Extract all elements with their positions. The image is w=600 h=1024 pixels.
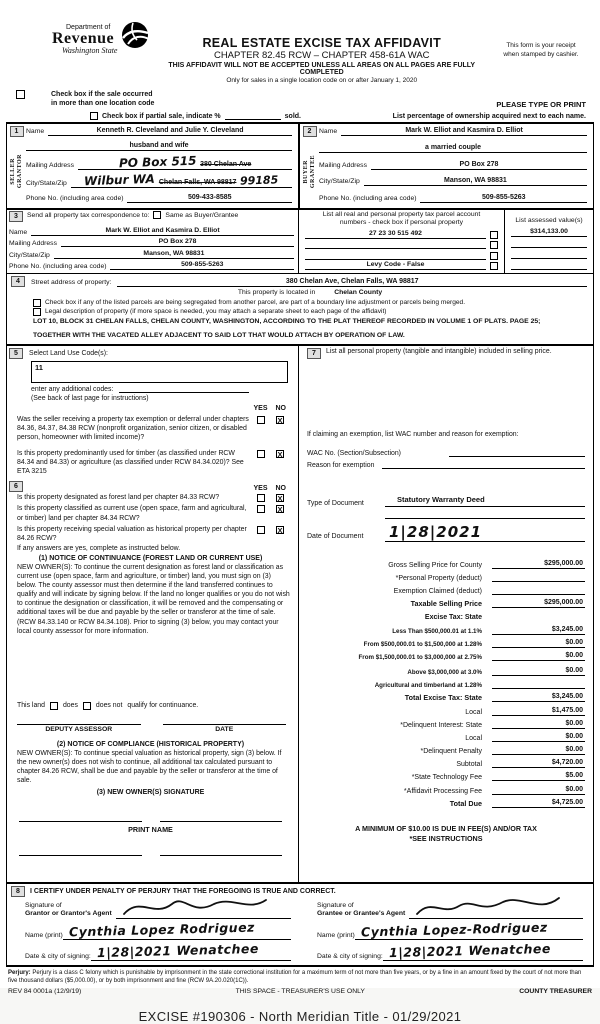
washington-state-label: Washington State [62, 46, 118, 55]
tier-4-tax-value: $0.00 [492, 667, 585, 676]
taxable-selling-price-value: $295,000.00 [492, 599, 585, 608]
seller-name-label: Name [26, 128, 45, 135]
land-use-code-field[interactable]: 11 [31, 361, 288, 383]
doc-date-field[interactable] [385, 523, 585, 542]
dor-swirl-icon [119, 20, 151, 84]
q6-2-yes-checkbox[interactable] [257, 505, 265, 513]
new-owner-signature-line-2[interactable] [160, 812, 283, 822]
perjury-statement: Perjury: Perjury is a class C felony which is punishable by imprisonment in the state correctional institution for a maximum term of not more than five years, or by a fine in an amount fixed by the court of not more than five thousand dollars ($5,000.00), or by both imprisonment and fine (RCW 9A.20.020(1C)). [8, 969, 582, 984]
receipt-note: This form is your receipt when stamped by cashier. [503, 42, 579, 58]
partial-sale-checkbox[interactable] [90, 112, 98, 120]
corr-mailing-label: Mailing Address [9, 240, 57, 247]
timber-agriculture-question: Is this property predominantly used for timber (as classified under RCW 84.34 and 84.33) or agriculture (as classified under RCW 84.34.020)? See ETA 3215 [17, 449, 244, 476]
grantee-name-handwritten: Cynthia Lopez-Rodriguez [360, 919, 548, 940]
seller-zip-handwritten: 99185 [240, 173, 279, 188]
seller-mailing-handwritten: PO Box 515 [118, 153, 197, 170]
grantor-signature-label: Signature of Grantor or Grantor's Agent [25, 901, 112, 918]
seller-mailing-label: Mailing Address [26, 161, 74, 169]
partial-sale-percent-field[interactable] [225, 119, 281, 120]
notice-compliance-title: (2) NOTICE OF COMPLIANCE (HISTORICAL PROPERTY) [56, 740, 245, 748]
historical-property-question: Is this property receiving special valuation as historical property per chapter 84.26 RCW? [17, 525, 247, 542]
assessed-1-value: $314,133.00 [511, 228, 587, 237]
minimum-fee-note: A MINIMUM OF $10.00 IS DUE IN FEE(S) AND/OR TAX *SEE INSTRUCTIONS [355, 823, 537, 844]
wac-number-field[interactable] [449, 448, 585, 457]
grantee-date-city-label: Date & city of signing: [317, 952, 383, 960]
if-yes-note: If any answers are yes, complete as instructed below. [17, 544, 181, 552]
q5-1-yes-checkbox[interactable] [257, 416, 265, 424]
corr-name-value: Mark W. Elliot and Kasmira D. Elliot [31, 227, 294, 236]
legal-description-label: Legal description of property (if more space is needed, you may attach a separate sheet to each page of the affidavit) [45, 308, 387, 315]
print-name-line-2[interactable] [160, 846, 283, 856]
seller-city-handwritten: Wilbur WA [83, 171, 156, 188]
tier-2-tax-value: $0.00 [492, 639, 585, 648]
section-3-number: 3 [9, 211, 23, 222]
buyer-name-label: Name [319, 128, 338, 135]
seller-mailing-value [78, 153, 292, 170]
same-as-buyer-label: Same as Buyer/Grantee [165, 212, 239, 219]
doc-date-handwritten: 1|28|2021 [389, 522, 483, 541]
exemption-deferral-question: Was the seller receiving a property tax exemption or deferral under chapters 84.36, 84.37, 84.38 RCW (nonprofit organization, senior citizen, or disabled person, homeowner with limited income)? [17, 415, 249, 441]
tier-1-tax-value: $3,245.00 [492, 626, 585, 635]
buyer-section: 2 BUYER GRANTEE Name Mark W. Elliot and Kasmira D. Elliot a married couple Mailing Address PO Box 278 City/State/Zip Manson, WA 98831 Phone No. (including area code) 509-855-5263 [300, 124, 593, 208]
sold-label: sold. [284, 113, 301, 120]
grantee-date-handwritten: 1|28|2021 Wenatchee [388, 940, 551, 960]
seller-name-value: Kenneth R. Cleveland and Julie Y. Cleveland [48, 127, 292, 136]
multi-location-checkbox[interactable] [16, 90, 25, 99]
land-use-label: Select Land Use Code(s): [29, 349, 108, 357]
form-header [0, 0, 600, 86]
doc-date-label: Date of Document [307, 532, 364, 540]
affidavit-processing-fee-value: $0.00 [492, 786, 585, 795]
parcel-2-personal-checkbox[interactable] [490, 241, 498, 249]
section-4-number: 4 [11, 276, 25, 287]
legal-description-line-1: LOT 10, BLOCK 31 CHELAN FALLS, CHELAN COUNTY, WASHINGTON, ACCORDING TO THE PLAT THEREOF RECORDED IN VOLUME 1 OF PLATS. PAGE 25; [33, 318, 541, 325]
corr-name-label: Name [9, 228, 28, 236]
seller-mailing-struck: 380 Chelan Ave [200, 160, 252, 168]
agricultural-tax-field[interactable] [492, 680, 585, 689]
form-title: REAL ESTATE EXCISE TAX AFFIDAVIT [202, 36, 442, 50]
property-address-section [7, 274, 593, 346]
seller-city-label: City/State/Zip [26, 179, 67, 187]
grantee-signature-line[interactable] [409, 899, 583, 919]
additional-codes-label: enter any additional codes: [31, 385, 114, 393]
grantor-date-city-label: Date & city of signing: [25, 952, 91, 960]
wac-number-label: WAC No. (Section/Subsection) [307, 449, 401, 457]
doc-type-value: Statutory Warranty Deed [385, 495, 585, 507]
levy-code-value: Levy Code - False [305, 261, 486, 270]
assessed-2-field[interactable] [511, 239, 587, 248]
corr-city-label: City/State/Zip [9, 251, 50, 259]
personal-property-label: List all personal property (tangible and intangible) included in selling price. [326, 347, 552, 355]
q5-2-no-checkbox[interactable]: X [277, 449, 283, 459]
grantor-signature [120, 894, 270, 920]
does-not-checkbox[interactable] [83, 702, 91, 710]
personal-property-deduct-field[interactable] [492, 573, 585, 582]
grantor-name-print-line[interactable] [63, 921, 291, 940]
this-land-label: This land [17, 702, 45, 710]
corr-mailing-value: PO Box 278 [61, 238, 294, 247]
send-correspondence-label: Send all property tax correspondence to: [27, 212, 150, 219]
current-use-question: Is this property classified as current use (open space, farm and agricultural, or timber) land per chapter 84.34 RCW? [17, 505, 247, 522]
county-treasurer-label: COUNTY TREASURER [519, 987, 592, 995]
doc-type-label: Type of Document [307, 499, 364, 507]
grantee-signature [413, 894, 563, 920]
tax-correspondence-section [7, 210, 593, 274]
qualify-label: qualify for continuance. [127, 702, 199, 710]
buyer-name-value: Mark W. Elliot and Kasmira D. Elliot [341, 127, 587, 136]
delinquent-interest-local-value: $0.00 [492, 733, 585, 742]
seller-relation-value: husband and wife [26, 142, 292, 151]
print-name-line-1[interactable] [19, 846, 142, 856]
seller-phone-value: 509-433-8585 [127, 194, 292, 203]
dor-logo [52, 24, 151, 84]
total-due-value: $4,725.00 [492, 799, 585, 808]
buyer-phone-value: 509-855-5263 [420, 194, 587, 203]
section-7-number: 7 [307, 348, 321, 359]
grantee-name-print-label: Name (print) [317, 931, 355, 939]
certify-statement: I CERTIFY UNDER PENALTY OF PERJURY THAT THE FOREGOING IS TRUE AND CORRECT. [30, 887, 336, 895]
seller-city-value [71, 171, 292, 188]
grantor-name-handwritten: Cynthia Lopez Rodriguez [68, 919, 255, 940]
grantee-signature-label: Signature of Grantee or Grantee's Agent [317, 901, 406, 918]
does-checkbox[interactable] [50, 702, 58, 710]
gross-selling-price-value: $295,000.00 [492, 560, 585, 569]
buyer-relation-value: a married couple [319, 144, 587, 153]
treasurer-space-label: THIS SPACE - TREASURER'S USE ONLY [235, 987, 365, 995]
q5-1-no-checkbox[interactable]: X [277, 415, 283, 425]
excise-stamp: EXCISE #190306 - North Meridian Title - 01/29/2021 [138, 1008, 462, 1024]
print-name-label: PRINT NAME [128, 825, 173, 835]
total-state-excise-value: $3,245.00 [492, 693, 585, 702]
deputy-date-line[interactable]: DATE [163, 724, 287, 733]
form-number: REV 84 0001a (12/9/19) [8, 987, 82, 995]
q5-2-yes-checkbox[interactable] [257, 450, 265, 458]
segregated-label: Check box if any of the listed parcels are being segregated from another parcel, are part of a boundary line adjustment or parcels being merged. [45, 298, 466, 306]
additional-codes-field[interactable] [119, 392, 249, 393]
notice-continuance-title: (1) NOTICE OF CONTINUANCE (FOREST LAND OR CURRENT USE) [38, 554, 263, 562]
county-value: Chelan County [334, 289, 383, 296]
legal-description-line-2: TOGETHER WITH THE VACATED ALLEY ADJACENT TO SAID LOT THAT WOULD ATTACH BY OPERATION OF LAW. [33, 331, 405, 339]
see-back-note: (See back of last page for instructions) [31, 394, 149, 402]
parcel-1-value: 27 23 30 515 492 [305, 230, 486, 239]
notice-compliance-body: NEW OWNER(S): To continue special valuation as historical property, sign (3) below. If the new owner(s) does not wish to continue, all additional tax calculated pursuant to chapter 84.26 RCW, shall be due and payable by the seller or transferor at the time of sale. [17, 749, 282, 785]
buyer-mailing-label: Mailing Address [319, 161, 367, 169]
partial-sale-label: Check box if partial sale, indicate % [102, 113, 221, 120]
buyer-phone-label: Phone No. (including area code) [319, 195, 417, 202]
certification-section [7, 884, 593, 966]
seller-side-label: SELLER [9, 158, 16, 185]
buyer-city-label: City/State/Zip [319, 178, 360, 186]
does-label: does [62, 702, 78, 710]
corr-city-value: Manson, WA 98831 [54, 250, 294, 259]
please-type-label: PLEASE TYPE OR PRINT [496, 100, 586, 109]
new-owner-signature-line-1[interactable] [19, 812, 142, 822]
multi-location-label: Check box if the sale occurred in more than one location code [51, 91, 155, 108]
form-subtitle: CHAPTER 82.45 RCW – CHAPTER 458-61A WAC [213, 50, 430, 61]
grantor-signature-line[interactable] [116, 899, 291, 919]
grantee-date-city-line[interactable] [383, 942, 583, 961]
seller-city-struck: Chelan Falls, WA 98817 [158, 178, 237, 186]
dept-of-label: Department of [66, 24, 111, 31]
grantor-date-handwritten: 1|28|2021 Wenatchee [96, 940, 259, 960]
ownership-note: List percentage of ownership acquired next to each name. [392, 113, 586, 120]
buyer-city-value: Manson, WA 98831 [364, 177, 587, 186]
reason-exemption-field[interactable] [382, 460, 585, 469]
grantee-name-print-line[interactable] [355, 921, 583, 940]
assessed-4-field[interactable] [511, 261, 587, 270]
corr-phone-value: 509-855-5263 [110, 261, 294, 270]
state-technology-fee-value: $5.00 [492, 772, 585, 781]
parcel-header: List all real and personal property tax parcel account numbers - check box if personal property [322, 211, 481, 227]
notice-continuance-body: NEW OWNER(S): To continue the current designation as forest land or classification as current use (open space, farm and agriculture, or timber) land, you must sign on (3) below. The county assessor must then determine if the land transferred continues to qualify and will indicate by signing below. If the land no longer qualifies or you do not wish to continue the designation or classification, it will be removed and the compensating or additional taxes will be due and payable by the seller or transferor at the time of sale. (RCW 84.33.140 or RCW 84.34.108). Prior to signing (3) below, you may contact your local county assessor for more information. [17, 563, 290, 635]
segregated-checkbox[interactable] [33, 299, 41, 307]
forest-land-question: Is this property designated as forest land per chapter 84.33 RCW? [17, 494, 220, 502]
seller-section: 1 SELLER GRANTOR Name Kenneth R. Cleveland and Julie Y. Cleveland husband and wife Mailing Address PO Box 515 380 Chelan Ave City/State/Zip Wilbur WA Chelan Falls, WA 98817 99185 Phone No. (including area code) 509-433-8585 [7, 124, 300, 208]
single-location-note: Only for sales in a single location code on or after January 1, 2020 [226, 77, 418, 84]
excise-tax-table: Gross Selling Price for County $295,000.00 *Personal Property (deduct) Exemption Claimed (deduct) Taxable Selling Price $295,000.00 Excise Tax: State Less Than $500,000.01 at 1.1% $3,245.00 From $500,000.01 to $1,500,000 at 1.28% $0.00 From $1,500,000.01 to $3,000,000 at 2.75% $0.00 Above $3,000,000 at 3.0% $0.00 Agricultural and timberland at 1.28% Total Excise Tax: State $3,245.00 Local $1,475.00 *Delinquent Interest: State $0.00 Local $0.00 *Delinquent Penalty $0.00 Subtotal $4,720.00 *State Technology Fee $5.00 *Affidavit Processing Fee $0.00 Total Due $4,725.00 [358, 559, 583, 808]
revenue-label: Revenue [52, 30, 115, 47]
section-2-number: 2 [303, 126, 317, 137]
corr-phone-label: Phone No. (including area code) [9, 263, 107, 270]
q6-1-no-checkbox[interactable]: X [277, 494, 283, 504]
deputy-assessor-sign-line[interactable]: DEPUTY ASSESSOR [17, 724, 141, 733]
same-as-buyer-checkbox[interactable] [153, 211, 161, 219]
section-8-number: 8 [11, 886, 25, 897]
tier-3-tax-value: $0.00 [492, 652, 585, 661]
section-6-number: 6 [9, 481, 23, 492]
new-owner-signature-title: (3) NEW OWNER(S) SIGNATURE [96, 789, 205, 797]
delinquent-penalty-value: $0.00 [492, 746, 585, 755]
reason-exemption-label: Reason for exemption [307, 461, 375, 469]
located-in-label: This property is located in [237, 289, 316, 296]
delinquent-interest-state-value: $0.00 [492, 720, 585, 729]
parcel-2-field[interactable] [305, 240, 486, 249]
parcel-3-personal-checkbox[interactable] [490, 252, 498, 260]
tax-computation-section [299, 346, 593, 882]
street-address-label: Street address of property: [31, 279, 112, 286]
q6-3-yes-checkbox[interactable] [257, 526, 265, 534]
section-5-number: 5 [9, 348, 23, 359]
q6-3-no-checkbox[interactable]: X [277, 525, 283, 535]
form-warning: THIS AFFIDAVIT WILL NOT BE ACCEPTED UNLESS ALL AREAS ON ALL PAGES ARE FULLY COMPLETED [168, 62, 476, 76]
assessed-header: List assessed value(s) [515, 217, 583, 224]
subtotal-value: $4,720.00 [492, 759, 585, 768]
street-address-value: 380 Chelan Ave, Chelan Falls, WA 98817 [117, 278, 587, 287]
land-use-section: 5 Select Land Use Code(s): 11 enter any additional codes: (See back of last page for instructions) YES NO Was the seller receiving a property tax exemption or deferral under chapters 84.36, 84.37, 84.38 RCW (nonprofit organization, senior citizen, or disabled person, homeowner with limited income)? X Is this property predominantly used for timber (as classified under RCW 84.34 and 84.33) or agriculture (as classified under RCW 84.34.020)? See ETA 3215 X 6 YES NO Is this property designated as forest land per chapter 84.33 RCW? X Is this property classified as current use (open space, farm and agricultural, or timber) land per chapter 84.34 RCW? X Is this property receiving special valuation as historical property per chapter 84.26 RCW? X If any answers are yes, complete as instructed below. (1) NOTICE OF CONTINUANCE (FOREST LAND OR CURRENT USE) NEW OWNER(S): To continue the current designation as forest land or classification as current use (open space, farm and agriculture, or timber) land, you must sign on (3) below. The county assessor must then determine if the land transferred continues to qualify and will indicate by signing below. If the land no longer qualifies or you do not wish to continue the designation or classification, it will be removed and the compensating or additional taxes will be due and payable by the seller or transferor at the time of sale. (RCW 84.33.140 or RCW 84.34.108). Prior to signing (3) below, you may contact your local county assessor for more information. This land does does not qualify for continuance. DEPUTY ASSESSOR DATE (2) NOTICE OF COMPLIANCE (HISTORICAL PROPERTY) NEW OWNER(S): To continue special valuation as historical property, sign (3) below. If the new owner(s) does not wish to continue, all additional tax calculated pursuant to chapter 84.26 RCW, shall be due and payable by the seller or transferor at the time of sale. (3) NEW OWNER(S) SIGNATURE PRINT NAME [7, 346, 299, 882]
buyer-mailing-value: PO Box 278 [371, 161, 587, 170]
parcel-1-personal-checkbox[interactable] [490, 231, 498, 239]
local-excise-value: $1,475.00 [492, 707, 585, 716]
assessed-3-field[interactable] [511, 250, 587, 259]
q6-2-no-checkbox[interactable]: X [277, 505, 283, 515]
section-1-number: 1 [10, 126, 24, 137]
grantor-date-city-line[interactable] [91, 942, 291, 961]
doc-type-extra-line[interactable] [385, 507, 585, 519]
seller-phone-label: Phone No. (including area code) [26, 195, 124, 202]
does-not-label: does not [95, 702, 123, 710]
exemption-claimed-field[interactable] [492, 586, 585, 595]
exemption-note: If claiming an exemption, list WAC number and reason for exemption: [307, 430, 519, 438]
legal-description-checkbox[interactable] [33, 308, 41, 316]
buyer-side-label: BUYER [302, 159, 309, 184]
parcel-4-personal-checkbox[interactable] [490, 262, 498, 270]
q6-1-yes-checkbox[interactable] [257, 494, 265, 502]
grantor-name-print-label: Name (print) [25, 931, 63, 939]
parcel-3-field[interactable] [305, 251, 486, 260]
